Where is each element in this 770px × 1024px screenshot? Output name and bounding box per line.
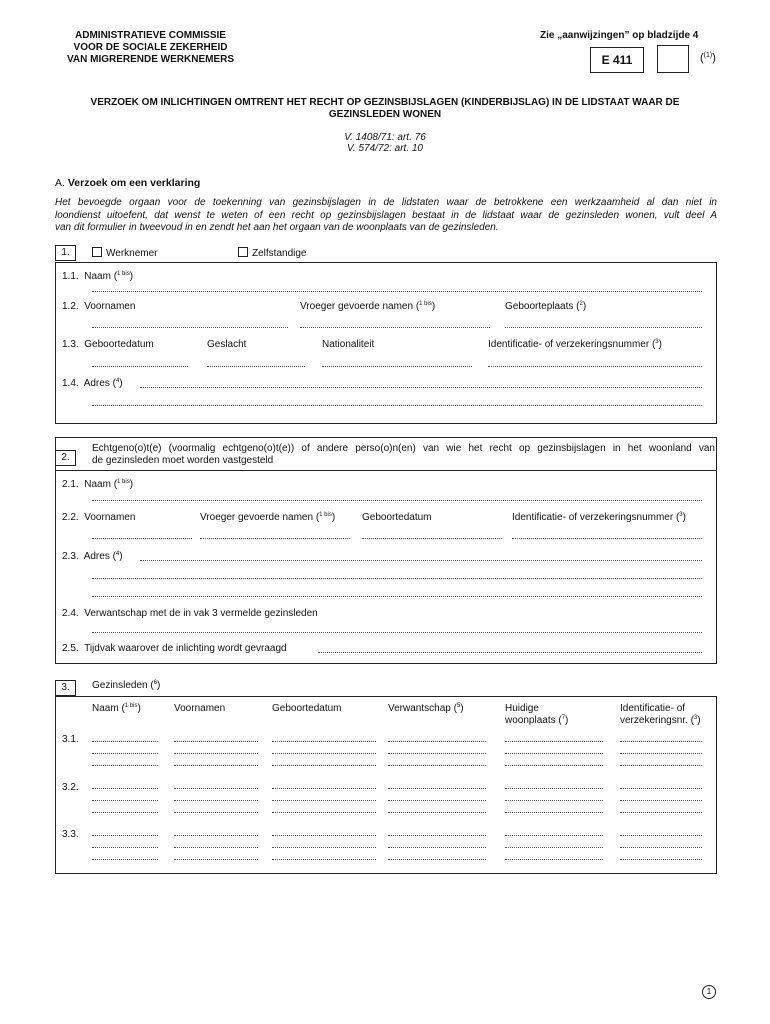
field-1-4-address-line-1[interactable] [140, 387, 702, 388]
row-3-2-id-number-line-2[interactable] [620, 800, 702, 801]
row-3-3-residence-line-1[interactable] [505, 835, 603, 836]
col-birthdate: Geboortedatum [272, 703, 342, 714]
box-2-frame [55, 437, 717, 664]
employee-label: Werknemer [106, 248, 158, 259]
row-3-3-name-line-3[interactable] [92, 859, 158, 860]
field-1-3-birthdate[interactable] [92, 366, 188, 367]
self-employed-label: Zelfstandige [252, 248, 307, 259]
row-3-2-relationship-line-2[interactable] [388, 800, 486, 801]
row-3-2-relationship-line-1[interactable] [388, 788, 486, 789]
row-3-1-name-line-2[interactable] [92, 753, 158, 754]
nationality-label: Nationaliteit [322, 339, 375, 350]
form-code: E 411 [590, 47, 644, 73]
box-2-desc-line-2: de gezinsleden moet worden vastgesteld [92, 455, 274, 466]
intro-line-2: loondienst uitoefent, dat wenst te weten of een recht op gezinsbijslagen bestaat in de lidstaat waar de gezinsleden wonen, vult deel A [55, 209, 717, 221]
field-1-2-firstnames[interactable] [92, 327, 288, 328]
row-3-3-birthdate-line-1[interactable] [272, 835, 376, 836]
row-3-3-id-number-line-1[interactable] [620, 835, 702, 836]
row-3-1-firstnames-line-1[interactable] [174, 741, 258, 742]
row-3-1-relationship-line-3[interactable] [388, 765, 486, 766]
row-3-1-firstnames-line-3[interactable] [174, 765, 258, 766]
box-2-desc-line-1: Echtgeno(o)t(e) (voormalig echtgeno(o)t(e)) of andere perso(o)n(en) van wie het recht op gezinsbijslagen in het woonland van [92, 443, 715, 454]
see-instructions: Zie „aanwijzingen” op bladzijde 4 [540, 30, 699, 41]
issuing-body [58, 30, 243, 66]
box-1-number: 1. [55, 245, 76, 261]
field-1-1-name[interactable] [92, 291, 702, 292]
field-2-1-label: 2.1. Naam ($^{1 bis}$) [62, 479, 134, 490]
row-3-2-name-line-3[interactable] [92, 812, 158, 813]
col-id-number: Identificatie- of verzekeringsnr. ($^3$) [620, 703, 701, 726]
row-3-1-relationship-line-2[interactable] [388, 753, 486, 754]
col-name: Naam ($^{1 bis}$) [92, 703, 141, 714]
org-line-1: ADMINISTRATIEVE COMMISSIE [75, 30, 226, 41]
field-2-5-period[interactable] [318, 652, 702, 653]
row-3-2-residence-line-2[interactable] [505, 800, 603, 801]
row-3-1-residence-line-3[interactable] [505, 765, 603, 766]
row-3-1-firstnames-line-2[interactable] [174, 753, 258, 754]
row-3-3-relationship-line-3[interactable] [388, 859, 486, 860]
section-a-heading [55, 177, 200, 189]
field-2-2-label: 2.2. Voornamen [62, 512, 136, 523]
page-title-line-2: GEZINSLEDEN WONEN [328, 109, 442, 120]
field-2-3-address-line-1[interactable] [140, 560, 702, 561]
row-3-1-birthdate-line-1[interactable] [272, 741, 376, 742]
row-3-2-residence-line-1[interactable] [505, 788, 603, 789]
row-3-3-id-number-line-3[interactable] [620, 859, 702, 860]
section-a-intro [55, 197, 717, 235]
field-1-1-label: 1.1. Naam ($^{1 bis}$) [62, 271, 134, 282]
row-3-1-name-line-1[interactable] [92, 741, 158, 742]
field-2-4-relationship[interactable] [92, 632, 702, 633]
row-3-3-residence-line-3[interactable] [505, 859, 603, 860]
field-2-3-label: 2.3. Adres ($^4$) [62, 551, 123, 562]
row-3-1-residence-line-2[interactable] [505, 753, 603, 754]
box-3-heading: Gezinsleden ($^6$) [92, 680, 161, 691]
row-3-1-id-number-line-1[interactable] [620, 741, 702, 742]
row-3-1-id-number-line-3[interactable] [620, 765, 702, 766]
row-3-3-name-line-1[interactable] [92, 835, 158, 836]
row-3-3-label: 3.3. [62, 829, 79, 840]
field-2-2-id-label: Identificatie- of verzekeringsnummer ($^3$) [512, 512, 686, 523]
box-2-description [92, 443, 715, 467]
row-3-2-birthdate-line-3[interactable] [272, 812, 376, 813]
header-footnote-ref: ($^{(1)}$) [700, 52, 716, 64]
id-number-label: Identificatie- of verzekeringsnummer ($^3$) [488, 339, 662, 350]
field-2-2-id-number[interactable] [512, 538, 702, 539]
row-3-1-birthdate-line-3[interactable] [272, 765, 376, 766]
row-3-2-name-line-1[interactable] [92, 788, 158, 789]
row-3-1-name-line-3[interactable] [92, 765, 158, 766]
row-3-3-firstnames-line-2[interactable] [174, 847, 258, 848]
field-2-2-birthdate[interactable] [362, 538, 502, 539]
row-3-1-relationship-line-1[interactable] [388, 741, 486, 742]
row-3-1-birthdate-line-2[interactable] [272, 753, 376, 754]
row-3-3-name-line-2[interactable] [92, 847, 158, 848]
sex-label: Geslacht [207, 339, 247, 350]
row-3-2-name-line-2[interactable] [92, 800, 158, 801]
row-3-1-label: 3.1. [62, 734, 79, 745]
self-employed-checkbox[interactable] [238, 247, 248, 257]
field-1-4-label: 1.4. Adres ($^4$) [62, 378, 123, 389]
row-3-1-id-number-line-2[interactable] [620, 753, 702, 754]
page-title-line-1: VERZOEK OM INLICHTINGEN OMTRENT HET RECHT OP GEZINSBIJSLAGEN (KINDERBIJSLAG) IN DE LIDSTAAT WAAR DE [90, 97, 680, 108]
field-1-2-former-names[interactable] [300, 327, 490, 328]
option-self-employed[interactable] [238, 247, 306, 259]
box-2-number: 2. [55, 450, 76, 466]
field-1-2-label: 1.2. Voornamen [62, 301, 136, 312]
form-extension-box[interactable] [657, 45, 689, 73]
row-3-2-id-number-line-1[interactable] [620, 788, 702, 789]
col-relationship: Verwantschap ($^5$) [388, 703, 464, 714]
field-2-3-address-line-2[interactable] [92, 578, 702, 579]
section-a-letter: A. [55, 177, 65, 189]
row-3-1-residence-line-1[interactable] [505, 741, 603, 742]
section-a-title: Verzoek om een verklaring [67, 177, 201, 189]
col-residence: Huidige woonplaats ($^7$) [505, 703, 569, 726]
field-2-5-label: 2.5. Tijdvak waarover de inlichting wordt gevraagd [62, 643, 287, 654]
intro-line-1: Het bevoegde orgaan voor de toekenning van gezinsbijslagen in de lidstaten waar de betrokkene een werkzaamheid al dan niet in [55, 197, 717, 208]
row-3-3-relationship-line-2[interactable] [388, 847, 486, 848]
field-2-3-address-line-3[interactable] [92, 596, 702, 597]
employee-checkbox[interactable] [92, 247, 102, 257]
field-2-2-firstnames[interactable] [92, 538, 192, 539]
row-3-3-residence-line-2[interactable] [505, 847, 603, 848]
row-3-2-firstnames-line-1[interactable] [174, 788, 258, 789]
page-number: 1 [702, 985, 716, 999]
row-3-2-label: 3.2. [62, 782, 79, 793]
field-1-3-label: 1.3. Geboortedatum [62, 339, 154, 350]
row-3-2-relationship-line-3[interactable] [388, 812, 486, 813]
row-3-2-firstnames-line-2[interactable] [174, 800, 258, 801]
field-2-4-label: 2.4. Verwantschap met de in vak 3 vermelde gezinsleden [62, 608, 318, 619]
org-line-2: VOOR DE SOCIALE ZEKERHEID [73, 42, 228, 53]
field-2-2-former-names[interactable] [200, 538, 350, 539]
field-1-3-id-number[interactable] [488, 366, 702, 367]
field-1-3-sex[interactable] [207, 366, 305, 367]
row-3-2-id-number-line-3[interactable] [620, 812, 702, 813]
field-1-2-birthplace[interactable] [505, 327, 702, 328]
option-employee[interactable] [92, 247, 158, 259]
row-3-3-id-number-line-2[interactable] [620, 847, 702, 848]
regulation-1: V. 1408/71: art. 76 [344, 132, 426, 143]
field-2-2-former-names-label: Vroeger gevoerde namen ($^{1 bis}$) [200, 512, 336, 523]
row-3-2-residence-line-3[interactable] [505, 812, 603, 813]
row-3-3-relationship-line-1[interactable] [388, 835, 486, 836]
row-3-3-firstnames-line-3[interactable] [174, 859, 258, 860]
row-3-3-birthdate-line-2[interactable] [272, 847, 376, 848]
birthplace-label: Geboorteplaats ($^2$) [505, 301, 587, 312]
row-3-2-birthdate-line-1[interactable] [272, 788, 376, 789]
field-1-3-nationality[interactable] [322, 366, 472, 367]
field-2-2-birthdate-label: Geboortedatum [362, 512, 432, 523]
org-line-3: VAN MIGRERENDE WERKNEMERS [66, 54, 235, 65]
former-names-label: Vroeger gevoerde namen ($^{1 bis}$) [300, 301, 436, 312]
box-2-divider [55, 470, 716, 471]
intro-line-3: van dit formulier in tweevoud in en zendt het aan het orgaan van de woonplaats van de gezinsleden. [55, 222, 499, 233]
row-3-3-firstnames-line-1[interactable] [174, 835, 258, 836]
field-1-4-address-line-2[interactable] [92, 405, 702, 406]
row-3-3-birthdate-line-3[interactable] [272, 859, 376, 860]
row-3-2-firstnames-line-3[interactable] [174, 812, 258, 813]
row-3-2-birthdate-line-2[interactable] [272, 800, 376, 801]
box-3-number: 3. [55, 680, 76, 696]
regulation-2: V. 574/72: art. 10 [347, 143, 423, 154]
field-2-1-name[interactable] [92, 500, 702, 501]
col-firstnames: Voornamen [174, 703, 226, 714]
